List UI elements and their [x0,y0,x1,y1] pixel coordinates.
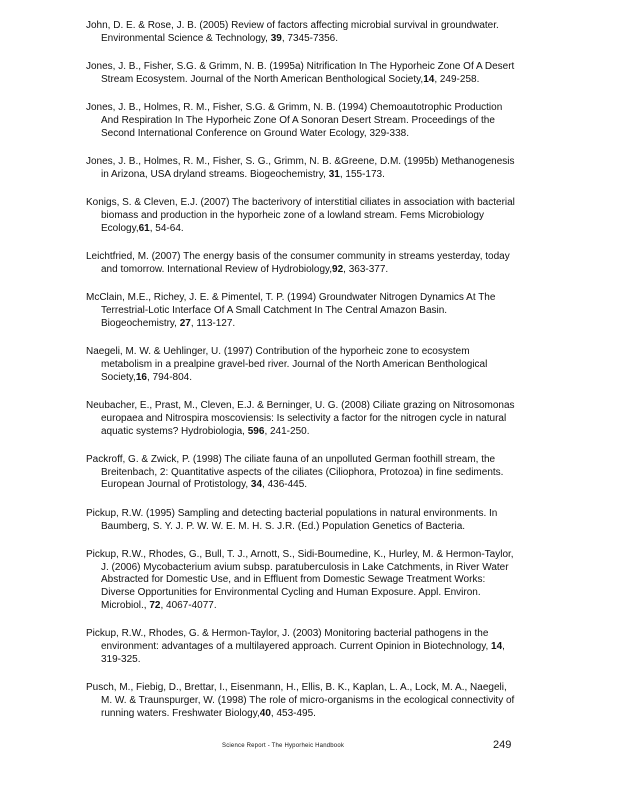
reference-item: Jones, J. B., Holmes, R. M., Fisher, S. G., Grimm, N. B. &Greene, D.M. (1995b) Methanogenesis in Arizona, USA dryland streams. Biogeochemistry, 31, 155-173. [86,156,515,180]
reference-item: Konigs, S. & Cleven, E.J. (2007) The bacterivory of interstitial ciliates in association with bacterial biomass and production in the hyporheic zone of a lowland stream. Fems Microbiology Ecology,61, 54-64. [86,197,515,234]
reference-item: McClain, M.E., Richey, J. E. & Pimentel, T. P. (1994) Groundwater Nitrogen Dynamics At The Terrestrial-Lotic Interface Of A Small Catchment In The Central Amazon Basin. Biogeochemistry, 27, 113-127. [86,292,496,329]
reference-item: Jones, J. B., Fisher, S.G. & Grimm, N. B. (1995a) Nitrification In The Hyporheic Zone Of A Desert Stream Ecosystem. Journal of the North American Benthological Society,14, 249-258. [86,61,515,85]
reference-item: John, D. E. & Rose, J. B. (2005) Review of factors affecting microbial survival in groundwater. Environmental Science & Technology, 39, 7345-7356. [86,20,499,44]
footer-title: Science Report - The Hyporheic Handbook [222,743,345,749]
reference-item: Pusch, M., Fiebig, D., Brettar, I., Eisenmann, H., Ellis, B. K., Kaplan, L. A., Lock, M. A., Naegeli, M. W. & Traunspurger, W. (1998) The role of micro-organisms in the ecological connectivity of running waters. Freshwater Biology,40, 453-495. [86,682,515,719]
reference-item: Pickup, R.W. (1995) Sampling and detecting bacterial populations in natural environments. In Baumberg, S. Y. J. P. W. W. E. M. H. S. J.R. (Ed.) Population Genetics of Bacteria. [86,507,498,532]
reference-item: Pickup, R.W., Rhodes, G., Bull, T. J., Arnott, S., Sidi-Boumedine, K., Hurley, M. & Hermon-Taylor, J. (2006) Mycobacterium avium subsp. paratuberculosis in Lake Catchments, in River Water Abstracted for Domestic Use, and in Effluent from Domestic Sewage Treatment Works: Diverse Opportunities for Environmental Cycling and Human Exposure. Appl. Environ. Microbiol., 72, 4067-4077. [86,548,514,611]
reference-item: Naegeli, M. W. & Uehlinger, U. (1997) Contribution of the hyporheic zone to ecosystem metabolism in a prealpine gravel-bed river. Journal of the North American Benthological Society,16, 794-804. [86,346,488,383]
reference-item: Pickup, R.W., Rhodes, G. & Hermon-Taylor, J. (2003) Monitoring bacterial pathogens in the environment: advantages of a multilayered approach. Current Opinion in Biotechnology, 14, 319-325. [86,628,505,665]
reference-item: Neubacher, E., Prast, M., Cleven, E.J. & Berninger, U. G. (2008) Ciliate grazing on Nitrosomonas europaea and Nitrospira moscoviensis: Is selectivity a factor for the nitrogen cycle in natural aquatic systems? Hydrobiologia, 596, 241-250. [86,399,515,437]
reference-list [86,20,516,736]
reference-item: Jones, J. B., Holmes, R. M., Fisher, S.G. & Grimm, N. B. (1994) Chemoautotrophic Production And Respiration In The Hyporheic Zone Of A Sonoran Desert Stream. Proceedings of the Second International Conference on Ground Water Ecology, 329-338. [86,102,503,139]
reference-item: Packroff, G. & Zwick, P. (1998) The ciliate fauna of an unpolluted German foothill stream, the Breitenbach, 2: Quantitative aspects of the ciliates (Ciliophora, Protozoa) in fine sediments. European Journal of Protistology, 34, 436-445. [86,453,504,491]
page-number: 249 [493,739,512,751]
reference-item: Leichtfried, M. (2007) The energy basis of the consumer community in streams yesterday, today and tomorrow. International Review of Hydrobiology,92, 363-377. [86,251,510,275]
